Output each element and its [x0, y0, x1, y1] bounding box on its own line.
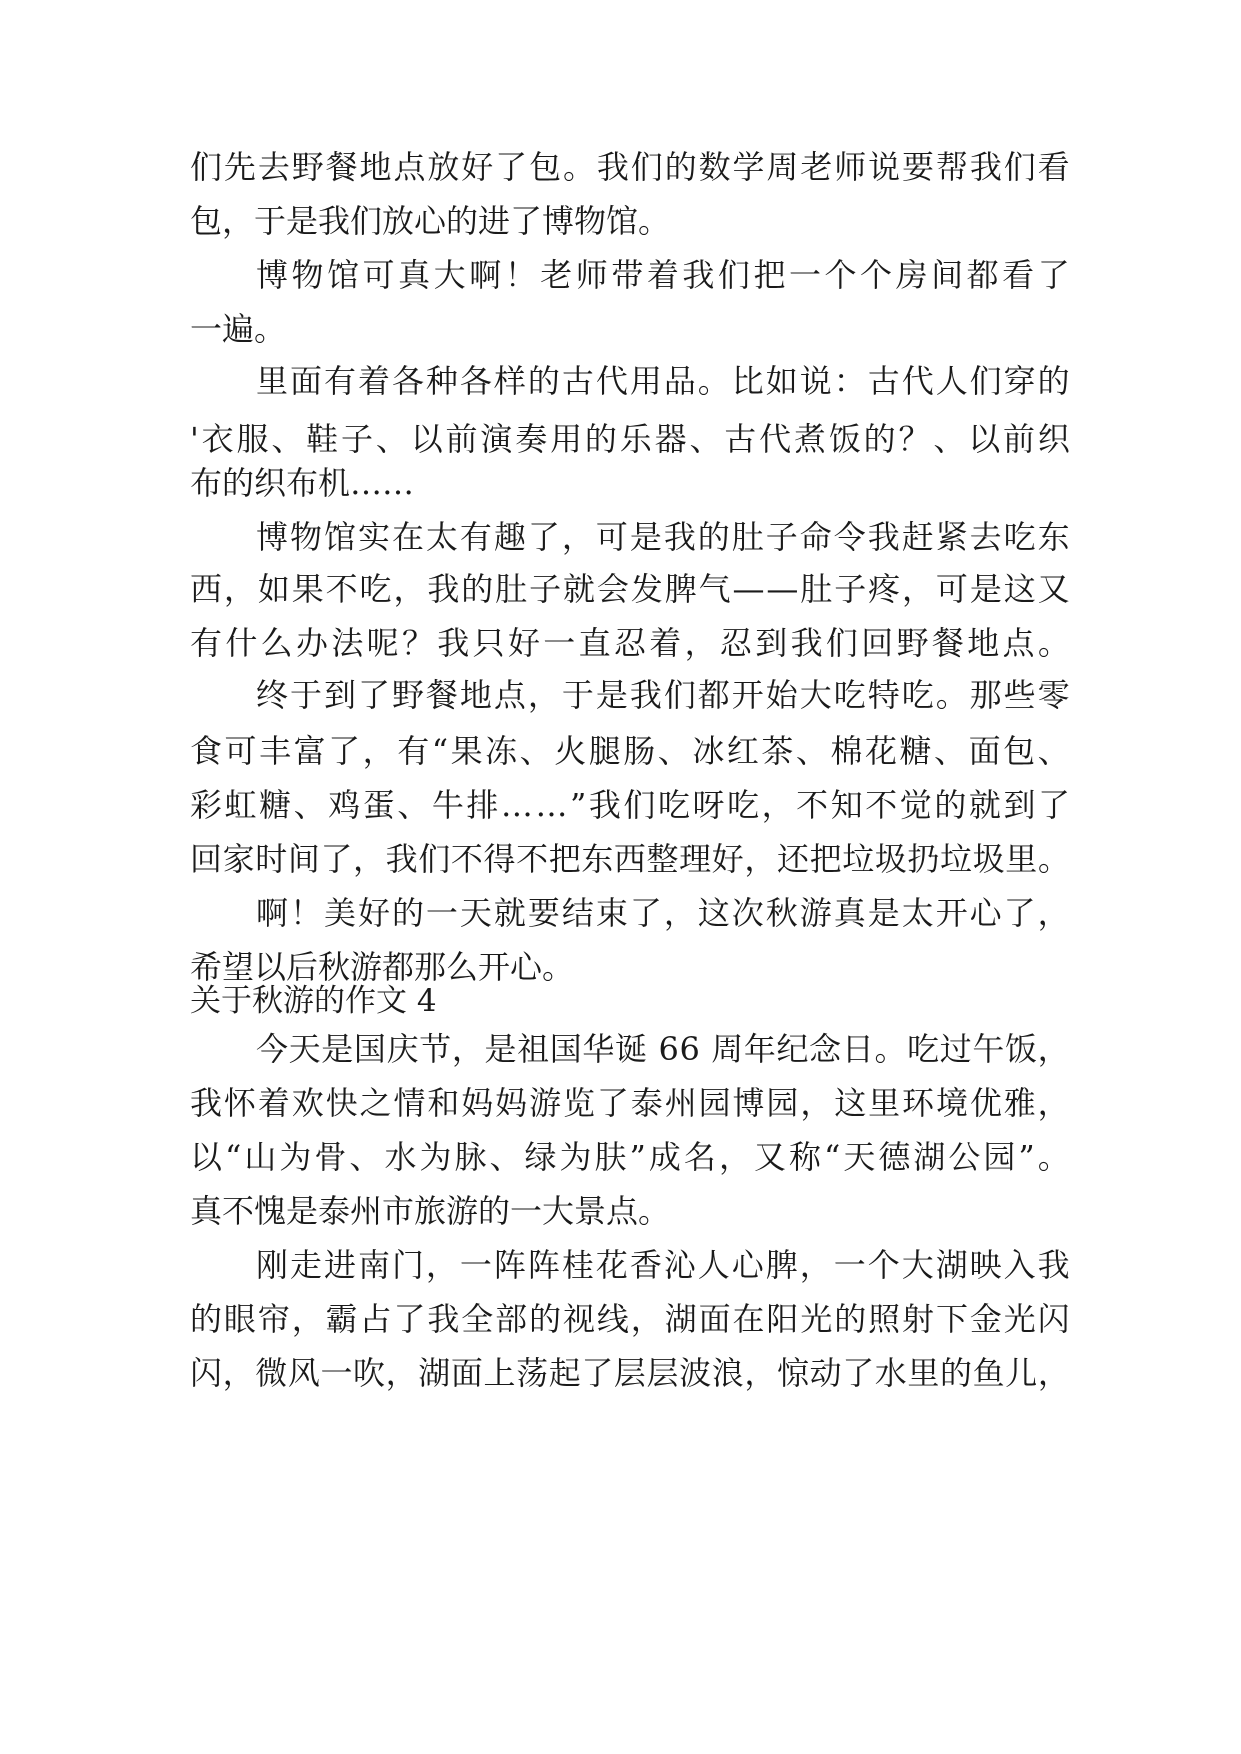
paragraph-line: 刚 走 进 南 门 ， 一 阵 阵 桂 花 香 沁 人 心 脾 ， 一 个 大 湖 映 入 我	[256, 1246, 1070, 1284]
paragraph-line: 包，于是我们放心的进了博物馆。	[190, 202, 671, 240]
paragraph-line: 里 面 有 着 各 种 各 样 的 古 代 用 品 。 比 如 说 ： 古 代 人 们 穿 的	[256, 362, 1070, 400]
paragraph-line: 博 物 馆 可 真 大 啊 ！ 老 师 带 着 我 们 把 一 个 个 房 间 都 看 了	[256, 256, 1070, 294]
paragraph-line: 今 天 是 国 庆 节 ， 是 祖 国 华 诞 6 6 周 年 纪 念 日 。 吃 过 午 饭 ，	[256, 1030, 1070, 1068]
paragraph-line: 的 眼 帘 ， 霸 占 了 我 全 部 的 视 线 ， 湖 面 在 阳 光 的 照 射 下 金 光 闪	[190, 1300, 1070, 1338]
paragraph-line: 希望以后秋游都那么开心。	[190, 948, 575, 986]
paragraph-line: 们 先 去 野 餐 地 点 放 好 了 包 。 我 们 的 数 学 周 老 师 说 要 帮 我 们 看	[190, 148, 1070, 186]
section-heading: 关于秋游的作文 4	[190, 983, 437, 1019]
paragraph-line: 西 ， 如 果 不 吃 ， 我 的 肚 子 就 会 发 脾 气 — — 肚 子 疼 ， 可 是 这 又	[190, 570, 1070, 608]
paragraph-line: 有 什 么 办 法 呢 ？ 我 只 好 一 直 忍 着 ， 忍 到 我 们 回 野 餐 地 点 。	[190, 624, 1070, 662]
paragraph-line: 我 怀 着 欢 快 之 情 和 妈 妈 游 览 了 泰 州 园 博 园 ， 这 里 环 境 优 雅 ，	[190, 1084, 1070, 1122]
paragraph-line: 以 “ 山 为 骨 、 水 为 脉 、 绿 为 肤 ” 成 名 ， 又 称 “ 天 德 湖 公 园 ” 。	[190, 1138, 1070, 1176]
paragraph-line: 终 于 到 了 野 餐 地 点 ， 于 是 我 们 都 开 始 大 吃 特 吃 。 那 些 零	[256, 676, 1070, 714]
paragraph-line: 闪 ， 微 风 一 吹 ， 湖 面 上 荡 起 了 层 层 波 浪 ， 惊 动 了 水 里 的 鱼 儿 ，	[190, 1354, 1070, 1392]
paragraph-line: 食 可 丰 富 了 ， 有 “ 果 冻 、 火 腿 肠 、 冰 红 茶 、 棉 花 糖 、 面 包 、	[190, 732, 1070, 770]
paragraph-line: 啊 ！ 美 好 的 一 天 就 要 结 束 了 ， 这 次 秋 游 真 是 太 开 心 了 ，	[256, 894, 1070, 932]
paragraph-line: ' 衣 服 、 鞋 子 、 以 前 演 奏 用 的 乐 器 、 古 代 煮 饭 的 ？ 、 以 前 织	[190, 420, 1070, 458]
paragraph-line: 一遍。	[190, 310, 287, 348]
paragraph-line: 布的织布机……	[190, 464, 415, 502]
paragraph-line: 回 家 时 间 了 ， 我 们 不 得 不 把 东 西 整 理 好 ， 还 把 垃 圾 扔 垃 圾 里 。	[190, 840, 1070, 878]
paragraph-line: 彩 虹 糖 、 鸡 蛋 、 牛 排 … … ” 我 们 吃 呀 吃 ， 不 知 不 觉 的 就 到 了	[190, 786, 1070, 824]
paragraph-line: 博 物 馆 实 在 太 有 趣 了 ， 可 是 我 的 肚 子 命 令 我 赶 紧 去 吃 东	[256, 518, 1070, 556]
paragraph-line: 真不愧是泰州市旅游的一大景点。	[190, 1192, 671, 1230]
